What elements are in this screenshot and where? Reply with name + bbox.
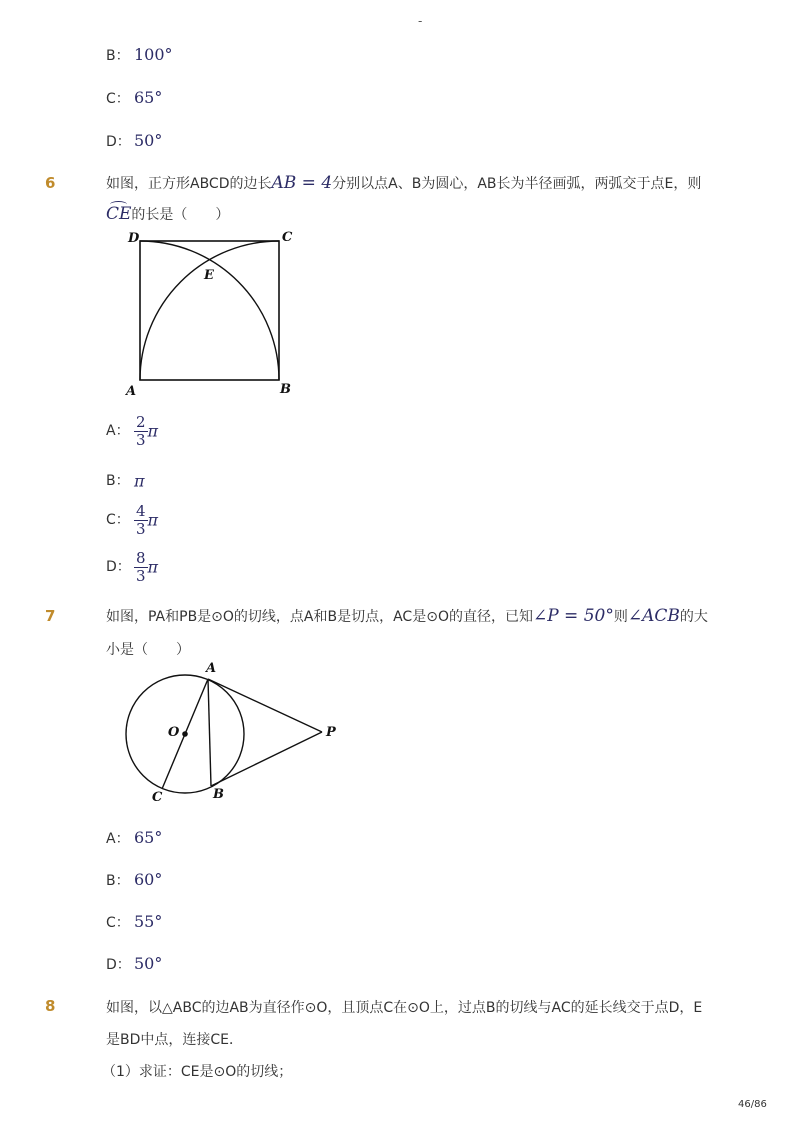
q7-text: 如图，PA和PB是⊙O的切线，点A和B是切点，AC是⊙O的直径，已知 [106, 609, 533, 625]
option-label: A： [106, 831, 130, 847]
tangent-pa [208, 679, 322, 732]
pi-symbol: π [147, 557, 159, 577]
chord-ab [208, 679, 211, 786]
pi-symbol: π [147, 510, 159, 530]
numerator: 4 [136, 502, 146, 520]
q8-text-line2: 是BD中点，连接CE． [106, 1032, 244, 1048]
label-b: B [213, 787, 224, 802]
fraction [134, 503, 148, 537]
page-number: 46/86 [738, 1099, 767, 1110]
option-label: D： [106, 957, 131, 973]
denominator: 3 [136, 430, 146, 449]
option-label: B： [106, 48, 130, 64]
q5-option-b[interactable] [106, 45, 173, 65]
arc-from-a [140, 241, 279, 380]
q7-math-angle-p: ∠P = 50° [532, 606, 614, 626]
option-label: C： [106, 91, 130, 107]
q6-text: 分别以点A、B为圆心，AB长为半径画弧，两弧交于点E，则 [332, 176, 702, 192]
option-label: C： [106, 915, 130, 931]
q5-option-d[interactable] [106, 131, 162, 151]
denominator: 3 [136, 566, 146, 585]
question-number-8: 8 [45, 997, 56, 1015]
q7-option-b[interactable] [106, 870, 162, 890]
q6-text: 如图，正方形ABCD的边长 [106, 176, 272, 192]
option-label: A： [106, 423, 130, 439]
denominator: 3 [136, 519, 146, 538]
numerator: 2 [136, 413, 146, 431]
q6-option-c[interactable] [106, 503, 158, 537]
q6-text-line1 [106, 173, 701, 193]
option-value: 50° [134, 131, 163, 150]
option-label: C： [106, 512, 130, 528]
q5-option-c[interactable] [106, 88, 162, 108]
option-value: 50° [134, 954, 163, 973]
label-e: E [204, 268, 214, 283]
q7-math-angle-acb: ∠ACB [627, 606, 680, 626]
tangent-pb [211, 732, 322, 786]
q6-math-arc-ce: CE [106, 204, 132, 224]
option-label: B： [106, 473, 130, 489]
q7-option-d[interactable] [106, 954, 162, 974]
header-dash: - [418, 14, 423, 28]
question-number-7: 7 [45, 607, 56, 625]
center-point-o [182, 731, 188, 737]
arc-from-b [140, 241, 279, 380]
q7-text-line2: 小是（ ） [106, 642, 190, 658]
q7-option-a[interactable] [106, 828, 162, 848]
q7-text-line1 [106, 606, 708, 626]
q6-option-a[interactable] [106, 414, 158, 448]
option-value: 100° [134, 45, 173, 64]
label-p: P [326, 725, 336, 740]
numerator: 8 [136, 549, 146, 567]
label-o: O [168, 725, 180, 740]
pi-symbol: π [147, 421, 159, 441]
option-value: 55° [134, 912, 163, 931]
q8-text-line1: 如图，以△ABC的边AB为直径作⊙O，且顶点C在⊙O上，过点B的切线与AC的延长线交于点D，E [106, 1000, 703, 1016]
q7-text: 的大 [679, 609, 708, 625]
q6-text-line2 [106, 204, 229, 224]
fraction [134, 414, 148, 448]
q8-text-line3: （1）求证：CE是⊙O的切线； [102, 1064, 293, 1080]
q6-math-ab: AB = 4 [271, 173, 333, 193]
q6-text: 的长是（ ） [131, 207, 230, 223]
q7-text: 则 [613, 609, 628, 625]
option-label: B： [106, 873, 130, 889]
q6-option-b[interactable] [106, 470, 145, 491]
label-c: C [152, 790, 163, 805]
label-c: C [282, 230, 293, 245]
option-label: D： [106, 134, 131, 150]
q6-option-d[interactable] [106, 550, 158, 584]
label-d: D [128, 231, 140, 246]
option-label: D： [106, 559, 131, 575]
q6-figure-square-arcs [120, 228, 300, 398]
q7-option-c[interactable] [106, 912, 162, 932]
pi-symbol: π [134, 471, 145, 491]
square-abcd [140, 241, 279, 380]
q7-figure-circle-tangents [120, 660, 350, 808]
label-a: A [126, 384, 137, 398]
label-b: B [280, 382, 291, 397]
option-value: 65° [134, 88, 163, 107]
question-number-6: 6 [45, 174, 56, 192]
option-value: 60° [134, 870, 163, 889]
label-a: A [206, 661, 217, 676]
fraction [134, 550, 148, 584]
option-value: 65° [134, 828, 163, 847]
